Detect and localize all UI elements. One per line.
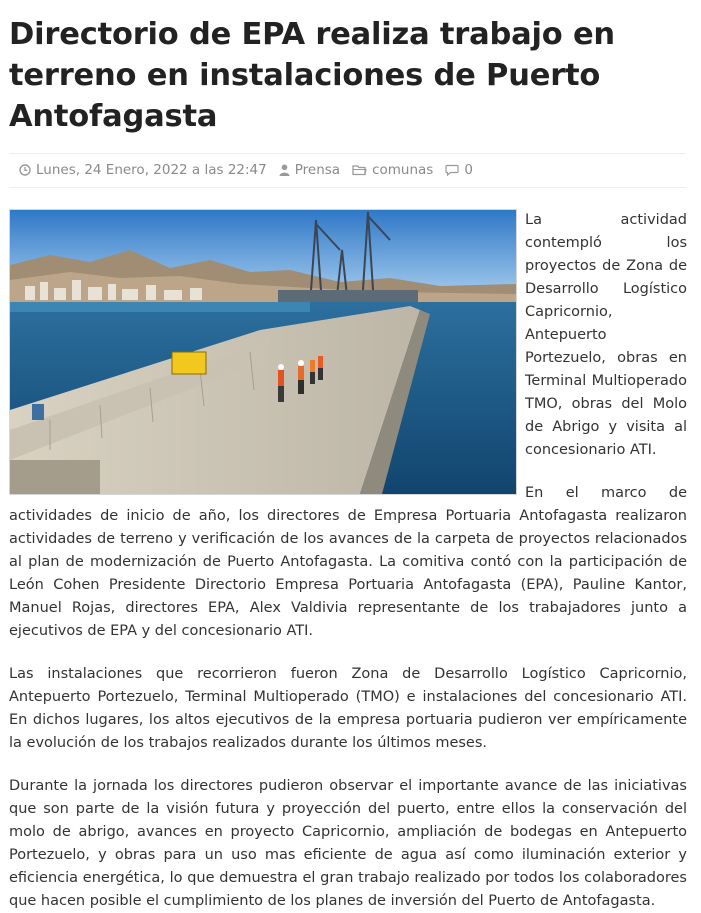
post-comments-count[interactable]: 0: [464, 162, 473, 178]
user-icon: [279, 164, 290, 176]
clock-icon: [19, 164, 31, 176]
comment-icon: [445, 164, 459, 176]
article-title: Directorio de EPA realiza trabajo en terreno en instalaciones de Puerto Antofagasta: [9, 17, 615, 134]
article-paragraph-1: La actividad contempló los proyectos de Zona de Desarrollo Logístico Capricornio, Antepuerto Portezuelo, obras en Terminal Multioperado TMO, obras del Molo de Abrigo y visita al concesionario ATI.: [525, 212, 687, 458]
article-photo: [9, 209, 517, 495]
post-author[interactable]: [279, 162, 340, 178]
port-breakwater-photo: [10, 210, 516, 494]
post-meta: [9, 153, 686, 188]
post-date-text: Lunes, 24 Enero, 2022 a las 22:47: [36, 162, 267, 178]
post-date: [19, 162, 267, 178]
post-category[interactable]: [352, 162, 433, 178]
folder-icon: [352, 164, 367, 176]
post-comments[interactable]: [445, 162, 473, 178]
article-paragraph-4: Durante la jornada los directores pudieron observar el importante avance de las iniciativas que son parte de la visión futura y proyección del puerto, entre ellos la conservación del molo de abrigo, avances en proyecto Capricornio, ampliación de bodegas en Antepuerto Portezuelo, y obras para un uso mas eficiente de agua así como iluminación exterior y eficiencia energética, lo que demuestra el gran trabajo realizado por todos los colaboradores que hacen posible el cumplimiento de los planes de inversión del Puerto de Antofagasta.: [9, 778, 687, 909]
post-category-link[interactable]: comunas: [372, 162, 434, 178]
article-paragraph-2: En el marco de actividades de inicio de año, los directores de Empresa Portuaria Antofagasta realizaron actividades de terreno y verificación de los avances de la carpeta de proyectos relacionados al plan de modernización de Puerto Antofagasta. La comitiva contó con la participación de León Cohen Presidente Directorio Empresa Portuaria Antofagasta (EPA), Pauline Kantor, Manuel Rojas, directores EPA, Alex Valdivia representante de los trabajadores junto a ejecutivos de EPA y del concesionario ATI.: [9, 485, 687, 639]
article-paragraph-3: Las instalaciones que recorrieron fueron Zona de Desarrollo Logístico Capricornio, Antepuerto Portezuelo, Terminal Multioperado (TMO) e instalaciones del concesionario ATI. En dichos lugares, los altos ejecutivos de la empresa portuaria pudieron ver empíricamente la evolución de los trabajos realizados durante los últimos meses.: [9, 666, 687, 751]
post-author-link[interactable]: Prensa: [294, 162, 341, 178]
article-body: [9, 209, 687, 913]
